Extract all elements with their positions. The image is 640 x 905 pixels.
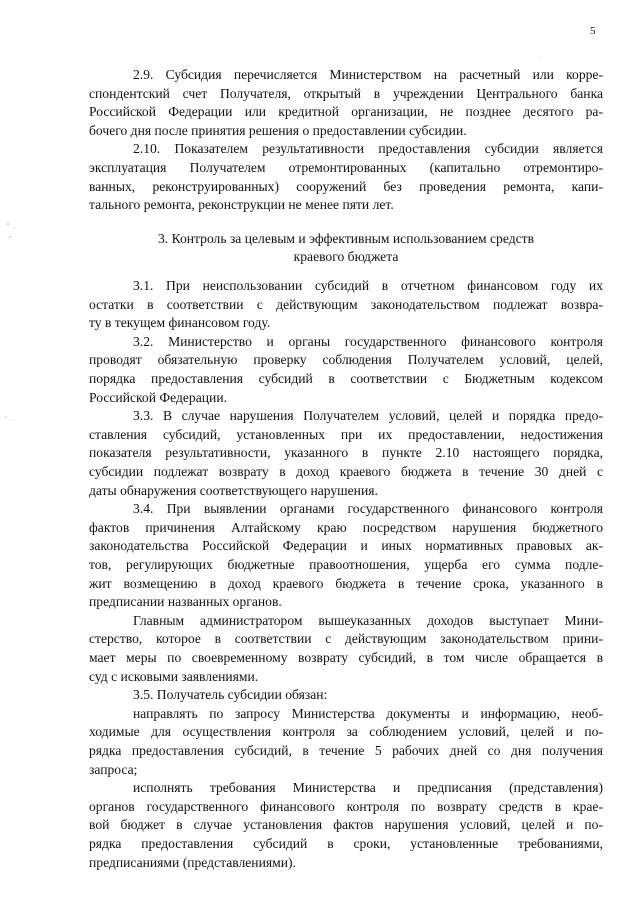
text-line: остатки в соответствии с действующим законодательством подлежат возвра- [89, 296, 603, 312]
text-line: фактов причинения Алтайскому краю посредством нарушения бюджетного [89, 519, 603, 535]
text-line: тального ремонта, реконструкции не менее пяти лет. [89, 197, 394, 213]
text-line: бочего дня после принятия решения о предоставлении субсидии. [89, 122, 467, 138]
text-line: направлять по запросу Министерства документы и информацию, необ- [133, 705, 603, 721]
text-line: стерство, которое в соответствии с действующим законодательством прини- [89, 631, 603, 647]
text-line: предписаниями (представлениями). [89, 854, 296, 870]
text-line: 3.2. Министерство и органы государственного финансового контроля [133, 333, 603, 349]
text-line: Российской Федерации или кредитной организации, не позднее десятого ра- [89, 104, 603, 120]
text-line: даты обнаружения соответствующего нарушения. [89, 482, 378, 498]
page-number: 5 [590, 25, 596, 37]
text-line: порядка предоставления субсидий в соответствии с Бюджетным кодексом [89, 371, 603, 386]
text-line: 3.3. В случае нарушения Получателем условий, целей и порядка предо- [133, 408, 603, 424]
text-line: ходимые для осуществления контроля за соблюдением условий, целей и по- [89, 724, 603, 740]
text-line: ставления субсидий, установленных при их предоставлении, недостижения [89, 426, 603, 442]
text-line: суд с исковыми заявлениями. [89, 668, 259, 684]
text-line: запроса; [89, 761, 138, 777]
text-line: жит возмещению в доход краевого бюджета в течение срока, указанного в [89, 575, 603, 591]
text-line: спондентский счет Получателя, открытый в учреждении Центрального банка [89, 85, 603, 101]
text-line: исполнять требования Министерства и предписания (представления) [133, 780, 603, 796]
text-line: ванных, реконструированных) сооружений без проведения ремонта, капи- [89, 178, 603, 194]
text-line: 3.5. Получатель субсидии обязан: [133, 687, 328, 703]
section-heading-line-1: 3. Контроль за целевым и эффективным использованием средств [157, 231, 535, 246]
text-line: 3.4. При выявлении органами государственного финансового контроля [133, 501, 603, 517]
text-line: Главным администратором вышеуказанных доходов выступает Мини- [133, 612, 603, 628]
text-line: 2.10. Показателем результативности предоставления субсидии является [133, 141, 603, 157]
text-line: тов, регулирующих бюджетные правоотношения, ущерба его сумма подле- [89, 557, 603, 572]
text-line: мает меры по своевременному возврату субсидий, в том числе обращается в [89, 650, 603, 665]
text-line: ту в текущем финансовом году. [89, 315, 271, 331]
text-line: рядка предоставления субсидий в сроки, установленные требованиями, [89, 836, 603, 851]
text-line: проводят обязательную проверку соблюдения Получателем условий, целей, [89, 352, 603, 368]
text-line: 2.9. Субсидия перечисляется Министерством на расчетный или корре- [133, 67, 603, 82]
text-line: вой бюджет в случае установления фактов нарушения условий, целей и по- [89, 817, 603, 833]
text-line: законодательства Российской Федерации и иных нормативных правовых ак- [89, 538, 603, 554]
text-line: Российской Федерации. [89, 389, 227, 405]
text-line: органов государственного финансового контроля по возврату средств в крае- [89, 798, 603, 814]
text-line: эксплуатация Получателем отремонтированных (капитально отремонтиро- [89, 160, 603, 175]
text-line: рядка предоставления субсидий, в течение 5 рабочих дней со дня получения [89, 743, 603, 758]
section-heading-line-2: краевого бюджета [293, 249, 399, 264]
text-line: 3.1. При неиспользовании субсидий в отчетном финансовом году их [133, 278, 603, 293]
text-line: показателя результативности, указанного в пункте 2.10 настоящего порядка, [89, 445, 603, 461]
text-line: предписании названных органов. [89, 594, 282, 610]
text-line: субсидии подлежат возврату в доход краевого бюджета в течение 30 дней с [89, 464, 603, 479]
